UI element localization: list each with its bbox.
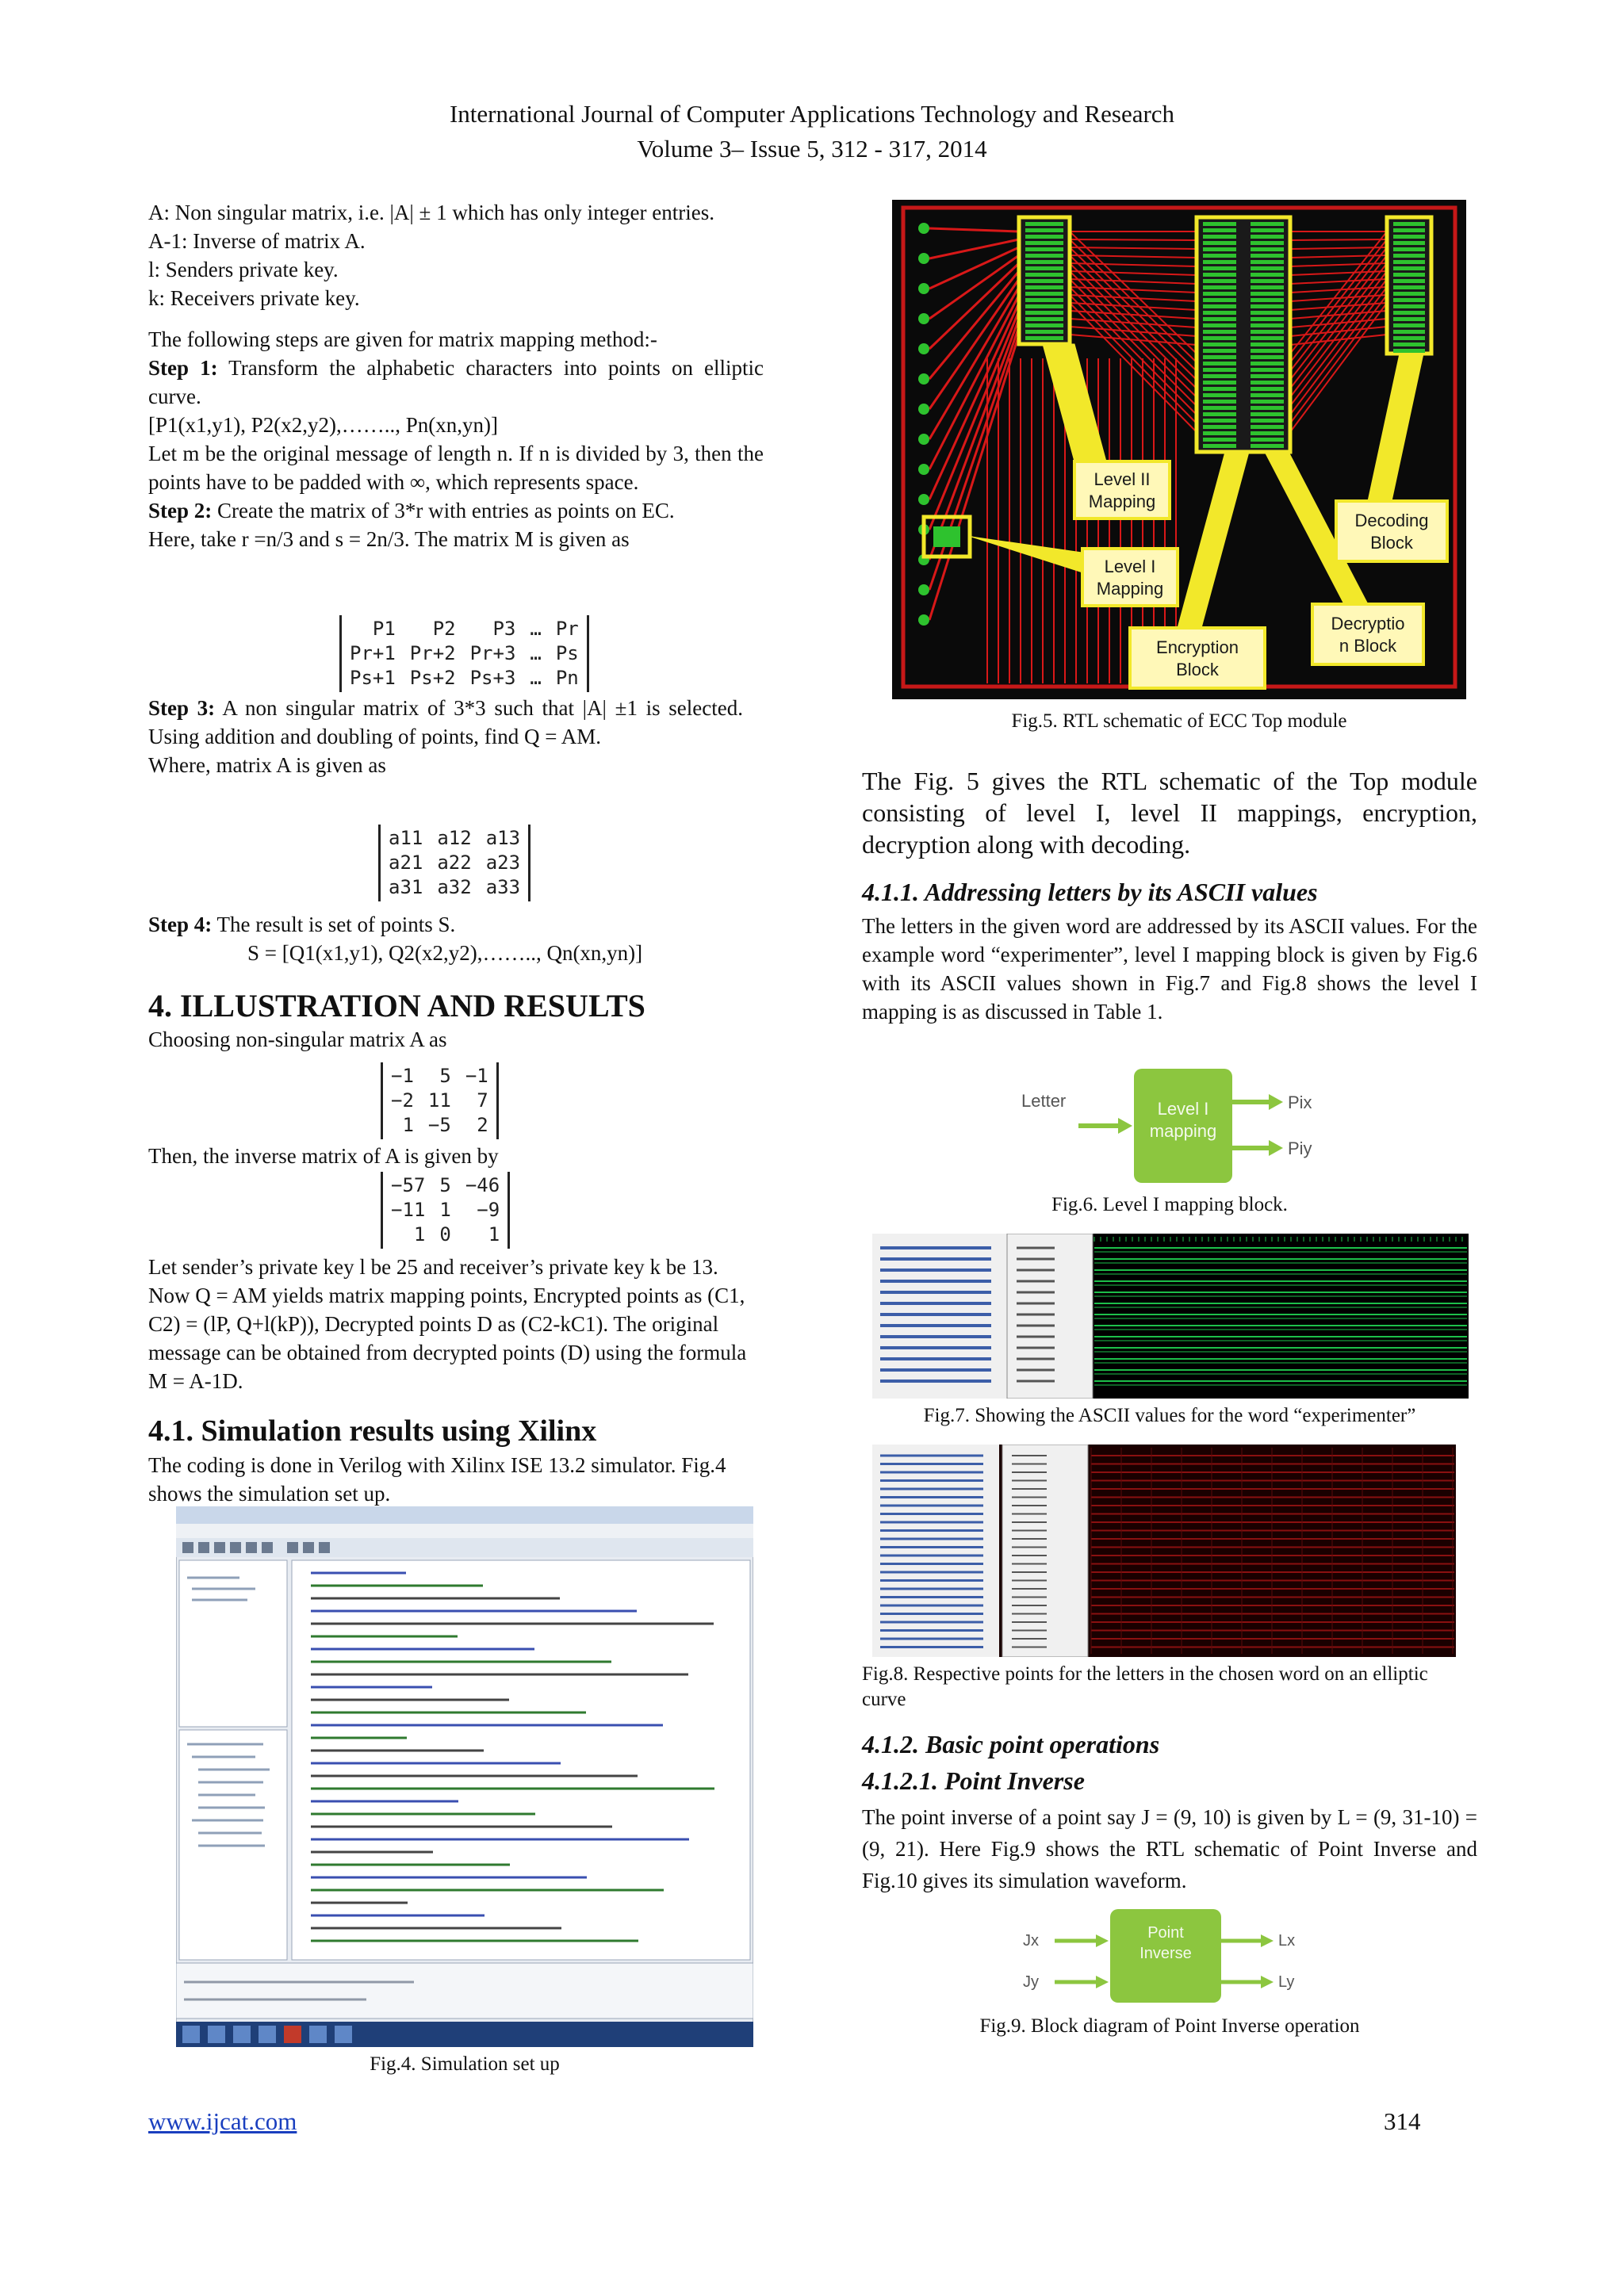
- block-pin: [1025, 260, 1063, 264]
- block-pin: [1203, 241, 1236, 245]
- block-pin: [1025, 336, 1063, 340]
- block-pin: [1203, 298, 1236, 302]
- where-text: Where, matrix A is given as: [148, 753, 386, 777]
- wire: [1070, 239, 1197, 240]
- fig6-output-pix: Pix: [1288, 1093, 1312, 1112]
- block-pin: [1025, 292, 1063, 296]
- input-pin: [918, 373, 929, 385]
- matrix-a-symbolic: [378, 825, 530, 901]
- block-pin: [1025, 254, 1063, 258]
- fig9-output-lx: Lx: [1278, 1932, 1296, 1950]
- input-pin: [918, 584, 929, 595]
- input-pin: [918, 223, 929, 234]
- block-pin: [1393, 279, 1425, 283]
- inverse-text: Then, the inverse matrix of A is given by: [148, 1144, 499, 1168]
- block-pin: [1393, 323, 1425, 327]
- block-pin: [1025, 323, 1063, 327]
- matrix-m-entry: P1: [372, 618, 396, 640]
- label-level-ii-mapping-1: Level II: [1094, 469, 1151, 489]
- choose-text: Choosing non-singular matrix A as: [148, 1027, 447, 1051]
- matrix-a-inverse-entry: 0: [439, 1223, 451, 1246]
- block-pin: [1251, 330, 1284, 334]
- input-pin: [918, 253, 929, 264]
- matrix-m-entry: …: [530, 667, 542, 689]
- figure-9-caption: Fig.9. Block diagram of Point Inverse operation: [979, 2015, 1360, 2037]
- page-number: 314: [1384, 2107, 1421, 2135]
- figure-6-caption: Fig.6. Level I mapping block.: [1051, 1194, 1288, 1215]
- matrix-m-entry: Pr: [555, 618, 579, 640]
- block-pin: [1251, 279, 1284, 283]
- matrix-m-entry: Pr+3: [469, 642, 516, 664]
- definition-k: k: Receivers private key.: [148, 286, 360, 310]
- fig9-output-ly: Ly: [1278, 1973, 1295, 1991]
- block-pin: [1393, 349, 1425, 353]
- wire: [1290, 239, 1387, 240]
- fig9-input-jx: Jx: [1023, 1932, 1039, 1950]
- step-2-detail: Here, take r =n/3 and s = 2n/3. The matrix M is given as: [148, 527, 630, 551]
- fig9-block-line-1: Point: [1147, 1924, 1184, 1942]
- matrix-a-inverse-entry: 1: [413, 1223, 426, 1246]
- step-2: Step 2: Create the matrix of 3*r with entries as points on EC.: [148, 499, 675, 522]
- matrix-m-entry: Pn: [555, 667, 579, 689]
- block-pin: [1251, 362, 1284, 365]
- matrix-a-inverse-entry: 1: [439, 1199, 451, 1221]
- matrix-a-entry: a33: [485, 876, 521, 898]
- matrix-m-entry: …: [530, 618, 542, 640]
- matrix-a-numeric: [381, 1062, 499, 1139]
- block-pin: [1393, 266, 1425, 270]
- step-4: Step 4: The result is set of points S. S = [Q1(x1,y1), Q2(x2,y2),…….., Qn(xn,yn)]: [148, 910, 764, 967]
- block-pin: [933, 526, 960, 547]
- steps-intro: The following steps are given for matrix mapping method:-: [148, 327, 657, 351]
- block-pin: [1251, 228, 1284, 232]
- block-pin: [1203, 406, 1236, 410]
- label-encryption-1: Encryption: [1156, 637, 1239, 657]
- block-pin: [1025, 273, 1063, 277]
- block-pin: [1203, 400, 1236, 404]
- block-pin: [1025, 298, 1063, 302]
- matrix-a-entry: a11: [389, 827, 423, 849]
- keys-paragraph: Let sender’s private key l be 25 and receiver’s private key k be 13. Now Q = AM yields matrix mapping points, Encrypted points as (C1, C2) = (lP, Q+l(kP)), Decrypted points D as (C2-kC1). The original message can be obtained from decrypted points (D) using the formula M = A-1D.: [148, 1255, 747, 1393]
- matrix-a-entry: a21: [389, 851, 423, 874]
- block-pin: [1393, 311, 1425, 315]
- block-pin: [1251, 336, 1284, 340]
- block-pin: [1251, 241, 1284, 245]
- block-pin: [1251, 285, 1284, 289]
- block-pin: [1393, 298, 1425, 302]
- matrix-a-numeric-entry: 5: [439, 1065, 451, 1087]
- block-pin: [1025, 241, 1063, 245]
- matrix-a-numeric-entry: −5: [427, 1114, 451, 1136]
- block-pin: [1251, 381, 1284, 385]
- block-pin: [1203, 336, 1236, 340]
- padding-text: Let m be the original message of length n. If n is divided by 3, then the points have to be padded with ∞, which represents space.: [148, 442, 764, 494]
- step-3: Step 3: A non singular matrix of 3*3 such that |A| ±1 is selected. Using addition and doubling of points, find Q = AM. Where, matrix A is given as: [148, 694, 743, 779]
- input-pin: [918, 434, 929, 445]
- block-pin: [1251, 317, 1284, 321]
- block-pin: [1203, 279, 1236, 283]
- matrix-a-inverse: [381, 1172, 510, 1249]
- block-pin: [1025, 330, 1063, 334]
- matrix-a-inverse-entry: −57: [391, 1174, 426, 1196]
- block-pin: [1251, 235, 1284, 239]
- block-pin: [1203, 323, 1236, 327]
- block-pin: [1203, 381, 1236, 385]
- block-pin: [1251, 247, 1284, 251]
- step-1: Step 1: Transform the alphabetic characters into points on elliptic curve.: [148, 356, 764, 408]
- block-pin: [1203, 317, 1236, 321]
- label-decoding-2: Block: [1370, 533, 1413, 553]
- label-decryption-2: n Block: [1339, 636, 1397, 656]
- label-encryption-2: Block: [1176, 660, 1219, 679]
- block-pin: [1203, 330, 1236, 334]
- block-pin: [1251, 260, 1284, 264]
- fig6-input-label: Letter: [1021, 1091, 1067, 1111]
- figure-5-rtl-schematic: [892, 200, 1466, 699]
- block-pin: [1025, 317, 1063, 321]
- input-pin: [918, 404, 929, 415]
- section-4-1-2-title: 4.1.2. Basic point operations: [862, 1730, 1160, 1758]
- figure-7-caption: Fig.7. Showing the ASCII values for the word “experimenter”: [923, 1405, 1416, 1426]
- fig6-output-piy: Piy: [1288, 1138, 1312, 1158]
- matrix-a-entry: a12: [437, 827, 472, 849]
- definition-l: l: Senders private key.: [148, 258, 339, 281]
- block-pin: [1203, 266, 1236, 270]
- block-pin: [1251, 412, 1284, 416]
- definition-a-inverse: A-1: Inverse of matrix A.: [148, 229, 366, 253]
- matrix-m: [339, 615, 589, 692]
- block-pin: [1203, 412, 1236, 416]
- block-pin: [1251, 374, 1284, 378]
- input-pin: [918, 313, 929, 324]
- block-pin: [1203, 260, 1236, 264]
- matrix-a-numeric-entry: 11: [427, 1089, 451, 1112]
- block-pin: [1025, 228, 1063, 232]
- fig9-input-jy: Jy: [1023, 1973, 1039, 1991]
- figure-5-description: The Fig. 5 gives the RTL schematic of the Top module consisting of level I, level II mappings, encryption, decryption along with decoding.: [862, 767, 1477, 859]
- matrix-a-inverse-entry: 5: [439, 1174, 451, 1196]
- figure-8-points-waveform: [872, 1445, 1456, 1657]
- block-pin: [1203, 235, 1236, 239]
- figure-4-simulation-screenshot: [176, 1506, 753, 2047]
- block-pin: [1251, 438, 1284, 442]
- volume-line: Volume 3– Issue 5, 312 - 317, 2014: [637, 135, 987, 163]
- block-pin: [1393, 330, 1425, 334]
- block-pin: [1025, 247, 1063, 251]
- simulation-text: The coding is done in Verilog with Xilinx ISE 13.2 simulator. Fig.4 shows the simulation set up.: [148, 1453, 726, 1506]
- matrix-a-numeric-entry: 7: [477, 1089, 488, 1112]
- block-pin: [1251, 431, 1284, 435]
- block-pin: [1393, 235, 1425, 239]
- matrix-m-entry: P2: [432, 618, 456, 640]
- block-pin: [1203, 368, 1236, 372]
- block-pin: [1251, 368, 1284, 372]
- block-pin: [1393, 247, 1425, 251]
- matrix-m-entry: Ps+1: [350, 667, 396, 689]
- label-level-i-mapping-1: Level I: [1104, 557, 1156, 576]
- label-decoding-1: Decoding: [1354, 511, 1429, 530]
- matrix-m-entry: …: [530, 642, 542, 664]
- block-pin: [1251, 273, 1284, 277]
- block-pin: [1251, 342, 1284, 346]
- figure-4-caption: Fig.4. Simulation set up: [370, 2053, 560, 2075]
- matrix-a-numeric-entry: 1: [402, 1114, 414, 1136]
- block-pin: [1393, 260, 1425, 264]
- block-pin: [1203, 444, 1236, 448]
- block-pin: [1203, 247, 1236, 251]
- block-pin: [1251, 266, 1284, 270]
- block-pin: [1393, 228, 1425, 232]
- block-pin: [1393, 292, 1425, 296]
- matrix-m-entry: Pr+2: [409, 642, 456, 664]
- figure-9-point-inverse-block: [1023, 1901, 1324, 2012]
- input-pin: [918, 464, 929, 475]
- block-pin: [1393, 222, 1425, 226]
- set-s: S = [Q1(x1,y1), Q2(x2,y2),…….., Qn(xn,yn)]: [247, 941, 643, 965]
- matrix-m-entry: Ps+3: [469, 667, 516, 689]
- section-4-1-1-text: The letters in the given word are addressed by its ASCII values. For the example word “experimenter”, level I mapping block is given by Fig.6 with its ASCII values shown in Fig.7 and Fig.8 shows the level I mapping is as discussed in Table 1.: [862, 914, 1477, 1024]
- block-pin: [1025, 304, 1063, 308]
- block-pin: [1251, 292, 1284, 296]
- block-pin: [1393, 336, 1425, 340]
- label-level-i-mapping-2: Mapping: [1096, 579, 1164, 599]
- block-pin: [1251, 400, 1284, 404]
- block-pin: [1203, 393, 1236, 397]
- block-pin: [1203, 342, 1236, 346]
- block-pin: [1203, 425, 1236, 429]
- block-pin: [1251, 323, 1284, 327]
- block-pin: [1203, 285, 1236, 289]
- input-pin: [918, 614, 929, 626]
- block-pin: [1203, 419, 1236, 423]
- matrix-a-numeric-entry: 2: [477, 1114, 488, 1136]
- definition-a: A: Non singular matrix, i.e. |A| ± 1 which has only integer entries.: [148, 201, 714, 224]
- figure-6-level-i-mapping-block: [1007, 1054, 1324, 1197]
- matrix-m-entry: Pr+1: [350, 642, 396, 664]
- block-pin: [1025, 279, 1063, 283]
- block-pin: [1393, 241, 1425, 245]
- label-level-ii-mapping-2: Mapping: [1088, 492, 1156, 511]
- block-pin: [1203, 362, 1236, 365]
- block-pin: [1025, 285, 1063, 289]
- matrix-m-entry: Ps: [555, 642, 579, 664]
- block-pin: [1251, 222, 1284, 226]
- matrix-a-numeric-entry: −1: [391, 1065, 414, 1087]
- block-pin: [1203, 254, 1236, 258]
- figure-7-ascii-waveform: [872, 1234, 1469, 1399]
- block-pin: [1203, 222, 1236, 226]
- matrix-a-entry: a22: [437, 851, 472, 874]
- section-4-1-1-title: 4.1.1. Addressing letters by its ASCII values: [862, 878, 1318, 906]
- matrix-a-numeric-entry: −2: [391, 1089, 414, 1112]
- block-pin: [1251, 298, 1284, 302]
- matrix-a-entry: a23: [485, 851, 521, 874]
- figure-8-caption: Fig.8. Respective points for the letters in the chosen word on an elliptic curve: [862, 1663, 1428, 1710]
- section-4-1-2-1-text: The point inverse of a point say J = (9, 10) is given by L = (9, 31-10) = (9, 21). Here Fig.9 shows the RTL schematic of Point Inverse and Fig.10 gives its simulation waveform.: [862, 1805, 1477, 1892]
- left-column: [148, 198, 764, 553]
- matrix-a-numeric-entry: −1: [465, 1065, 488, 1087]
- matrix-a-inverse-entry: −46: [465, 1174, 500, 1196]
- block-pin: [1203, 387, 1236, 391]
- block-pin: [1251, 406, 1284, 410]
- block-pin: [1203, 228, 1236, 232]
- block-pin: [1203, 355, 1236, 359]
- block-pin: [1393, 285, 1425, 289]
- input-pin: [918, 343, 929, 354]
- block-pin: [1203, 273, 1236, 277]
- matrix-a-inverse-entry: −11: [391, 1199, 426, 1221]
- block-pin: [1393, 342, 1425, 346]
- section-4-title: 4. ILLUSTRATION AND RESULTS: [148, 988, 645, 1024]
- matrix-a-inverse-entry: 1: [488, 1223, 500, 1246]
- block-pin: [1251, 387, 1284, 391]
- block-pin: [1393, 273, 1425, 277]
- input-pin: [918, 494, 929, 505]
- block-pin: [1251, 311, 1284, 315]
- input-pin: [918, 283, 929, 294]
- block-pin: [1203, 431, 1236, 435]
- block-pin: [1025, 311, 1063, 315]
- section-4-1-2-1-title: 4.1.2.1. Point Inverse: [862, 1766, 1085, 1795]
- points-list: [P1(x1,y1), P2(x2,y2),…….., Pn(xn,yn)]: [148, 413, 498, 437]
- block-pin: [1251, 355, 1284, 359]
- label-decryption-1: Decryptio: [1331, 614, 1405, 633]
- figure-5-caption: Fig.5. RTL schematic of ECC Top module: [1011, 710, 1347, 732]
- block-pin: [1393, 317, 1425, 321]
- block-pin: [1251, 254, 1284, 258]
- block-pin: [1203, 304, 1236, 308]
- block-pin: [1251, 304, 1284, 308]
- matrix-a-inverse-entry: −9: [477, 1199, 500, 1221]
- block-pin: [1203, 311, 1236, 315]
- block-pin: [1393, 304, 1425, 308]
- block-pin: [1025, 222, 1063, 226]
- section-4-1-title: 4.1. Simulation results using Xilinx: [148, 1414, 597, 1448]
- footer-url-link[interactable]: www.ijcat.com: [148, 2107, 297, 2135]
- block-pin: [1393, 254, 1425, 258]
- block-pin: [1251, 393, 1284, 397]
- block-pin: [1203, 438, 1236, 442]
- matrix-a-entry: a31: [389, 876, 423, 898]
- journal-title: International Journal of Computer Applications Technology and Research: [449, 100, 1175, 128]
- block-pin: [1203, 292, 1236, 296]
- block-pin: [1251, 419, 1284, 423]
- matrix-a-entry: a13: [485, 827, 521, 849]
- matrix-m-entry: P3: [492, 618, 516, 640]
- block-pin: [1025, 266, 1063, 270]
- block-pin: [1203, 349, 1236, 353]
- block-pin: [1251, 349, 1284, 353]
- block-pin: [1251, 444, 1284, 448]
- block-pin: [1025, 235, 1063, 239]
- fig6-block-line-2: mapping: [1149, 1121, 1217, 1141]
- matrix-m-entry: Ps+2: [409, 667, 456, 689]
- matrix-a-entry: a32: [437, 876, 472, 898]
- fig9-block-line-2: Inverse: [1139, 1945, 1192, 1962]
- fig6-block-line-1: Level I: [1157, 1099, 1209, 1119]
- block-pin: [1251, 425, 1284, 429]
- block-pin: [1203, 374, 1236, 378]
